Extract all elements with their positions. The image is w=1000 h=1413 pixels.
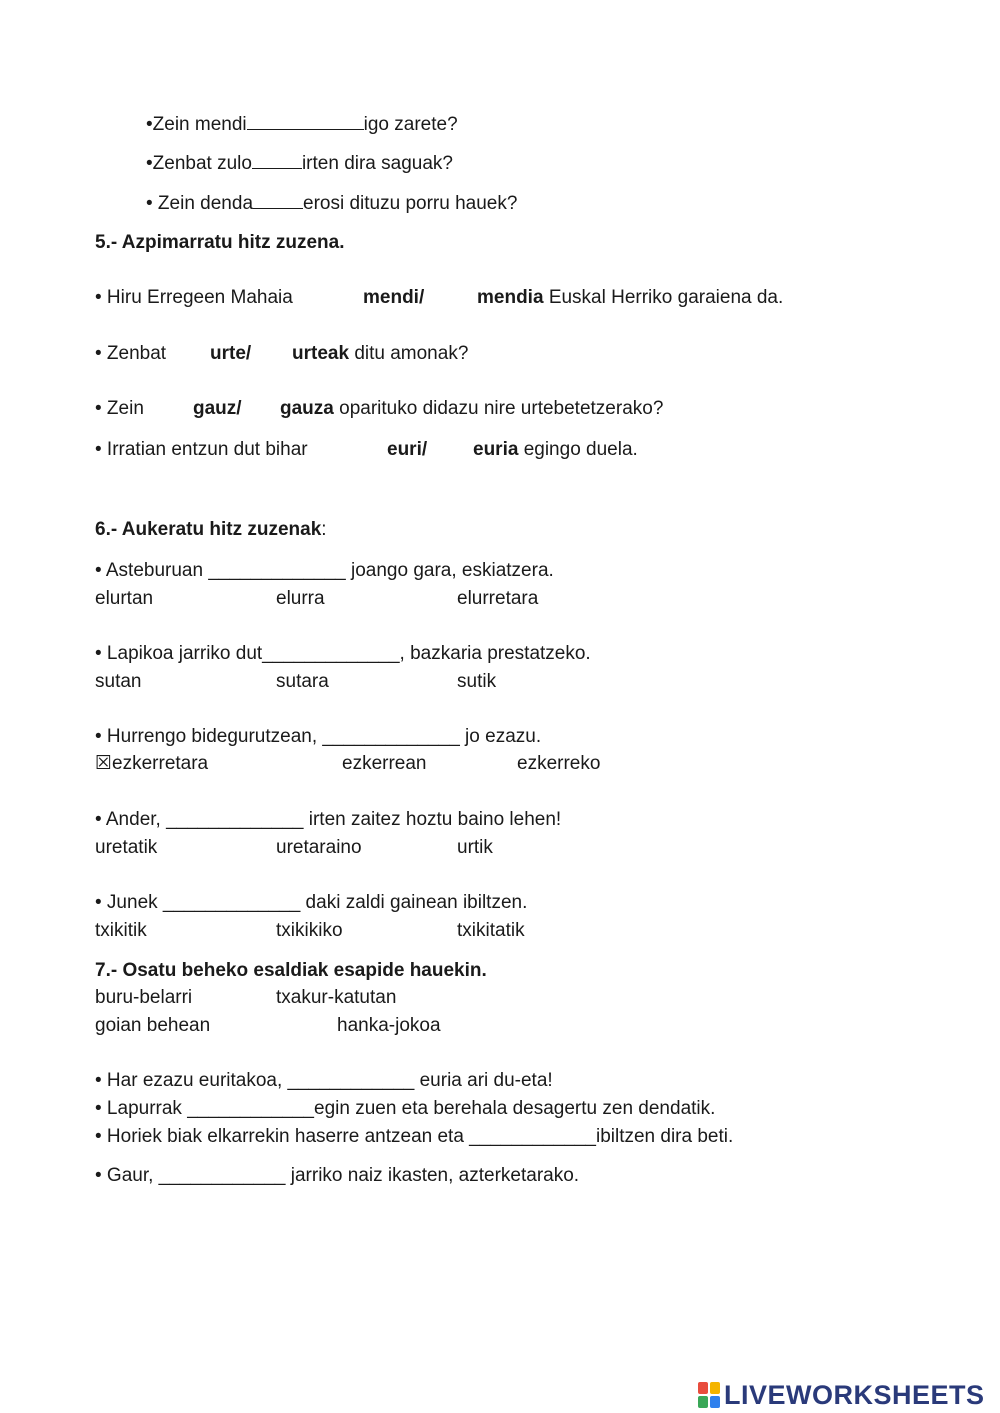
q7-word-2[interactable]: txakur-katutan	[276, 987, 397, 1008]
q6-item-5-option-3[interactable]: txikitatik	[457, 920, 525, 941]
logo-square-green	[698, 1396, 708, 1408]
q4-blank-2[interactable]	[252, 150, 302, 169]
q6-item-4-sentence: • Ander, _____________ irten zaitez hoztu baino lehen!	[95, 809, 562, 830]
q6-item-4-option-1[interactable]: uretatik	[95, 837, 158, 858]
q5-item-3-option-a[interactable]: gauz/	[193, 398, 242, 419]
q6-item-4-option-2[interactable]: uretaraino	[276, 837, 362, 858]
q6-item-5-sentence: • Junek _____________ daki zaldi gainean ibiltzen.	[95, 892, 528, 913]
liveworksheets-logo	[698, 1378, 985, 1412]
q6-title-text: 6.- Aukeratu hitz zuzenak	[95, 519, 322, 540]
q4-line-1	[146, 111, 458, 137]
q5-item-2-end: ditu amonak?	[354, 343, 469, 364]
q6-item-3-option-2[interactable]: ezkerrean	[342, 753, 427, 774]
q4-line-2	[146, 150, 453, 176]
q7-title: 7.- Osatu beheko esaldiak esapide hauekin.	[95, 960, 487, 981]
q4-line-1-end: igo zarete?	[363, 114, 458, 135]
q4-line-2-end: irten dira saguak?	[301, 153, 453, 174]
q7-word-1[interactable]: buru-belarri	[95, 987, 193, 1008]
q6-title	[95, 518, 327, 542]
q6-item-2-option-1[interactable]: sutan	[95, 671, 142, 692]
q5-item-2-option-b[interactable]: urteak	[292, 343, 350, 364]
q5-item-4-option-b[interactable]: euria	[473, 439, 519, 460]
q5-item-1-option-b[interactable]: mendia	[477, 287, 544, 308]
q7-sentence-2: • Lapurrak ____________egin zuen eta berehala desagertu zen dendatik.	[95, 1098, 716, 1119]
q4-blank-3[interactable]	[253, 190, 303, 209]
q6-item-5-option-1[interactable]: txikitik	[95, 920, 147, 941]
q4-line-1-text: •Zein mendi	[146, 114, 247, 135]
q4-line-3-end: erosi dituzu porru hauek?	[303, 193, 518, 214]
q5-item-1-rest	[477, 286, 783, 310]
q5-item-2-rest	[292, 342, 468, 366]
q6-item-4-option-3[interactable]: urtik	[457, 837, 493, 858]
q5-item-1-option-a[interactable]: mendi/	[363, 287, 425, 308]
logo-square-yellow	[710, 1382, 720, 1394]
q6-item-1-option-1[interactable]: elurtan	[95, 588, 154, 609]
logo-square-red	[698, 1382, 708, 1394]
q7-sentence-4: • Gaur, ____________ jarriko naiz ikasten, azterketarako.	[95, 1165, 580, 1186]
q5-item-4-option-a[interactable]: euri/	[387, 439, 428, 460]
q4-blank-1[interactable]	[247, 111, 364, 130]
q5-item-4-rest	[473, 438, 638, 462]
q5-item-3-end: oparituko didazu nire urtebetetzerako?	[339, 398, 664, 419]
q6-item-1-option-3[interactable]: elurretara	[457, 588, 539, 609]
q5-item-3-text: • Zein	[95, 398, 144, 419]
q5-item-2-option-a[interactable]: urte/	[210, 343, 252, 364]
q6-item-3-option-1[interactable]: ☒ezkerretara	[95, 753, 209, 774]
q5-item-3-option-b[interactable]: gauza	[280, 398, 334, 419]
q5-item-1-end: Euskal Herriko garaiena da.	[548, 287, 784, 308]
q6-item-1-sentence: • Asteburuan _____________ joango gara, eskiatzera.	[95, 560, 554, 581]
q4-line-2-text: •Zenbat zulo	[146, 153, 252, 174]
q5-title: 5.- Azpimarratu hitz zuzena.	[95, 232, 345, 253]
q4-line-3-text: • Zein denda	[146, 193, 254, 214]
q7-word-4[interactable]: hanka-jokoa	[337, 1015, 441, 1036]
q6-item-2-option-3[interactable]: sutik	[457, 671, 497, 692]
logo-squares-icon	[698, 1382, 720, 1408]
q5-item-4-end: egingo duela.	[523, 439, 638, 460]
q7-sentence-1: • Har ezazu euritakoa, ____________ euria ari du-eta!	[95, 1070, 553, 1091]
q6-item-3-sentence: • Hurrengo bidegurutzean, _____________ jo ezazu.	[95, 726, 542, 747]
q6-item-3-option-3[interactable]: ezkerreko	[517, 753, 601, 774]
q5-item-1-text: • Hiru Erregeen Mahaia	[95, 287, 293, 308]
q6-item-1-option-2[interactable]: elurra	[276, 588, 325, 609]
q5-item-2-text: • Zenbat	[95, 343, 167, 364]
q6-item-5-option-2[interactable]: txikikiko	[276, 920, 343, 941]
q4-line-3	[146, 190, 517, 216]
q7-sentence-3: • Horiek biak elkarrekin haserre antzean eta ____________ibiltzen dira beti.	[95, 1126, 734, 1147]
q6-item-2-option-2[interactable]: sutara	[276, 671, 329, 692]
q5-item-4-text: • Irratian entzun dut bihar	[95, 439, 308, 460]
q5-item-3-rest	[280, 397, 663, 421]
q6-title-colon: :	[321, 519, 327, 540]
q6-item-2-sentence: • Lapikoa jarriko dut_____________, bazkaria prestatzeko.	[95, 643, 591, 664]
logo-text: LIVEWORKSHEETS	[724, 1379, 985, 1410]
q7-word-3[interactable]: goian behean	[95, 1015, 211, 1036]
logo-square-blue	[710, 1396, 720, 1408]
